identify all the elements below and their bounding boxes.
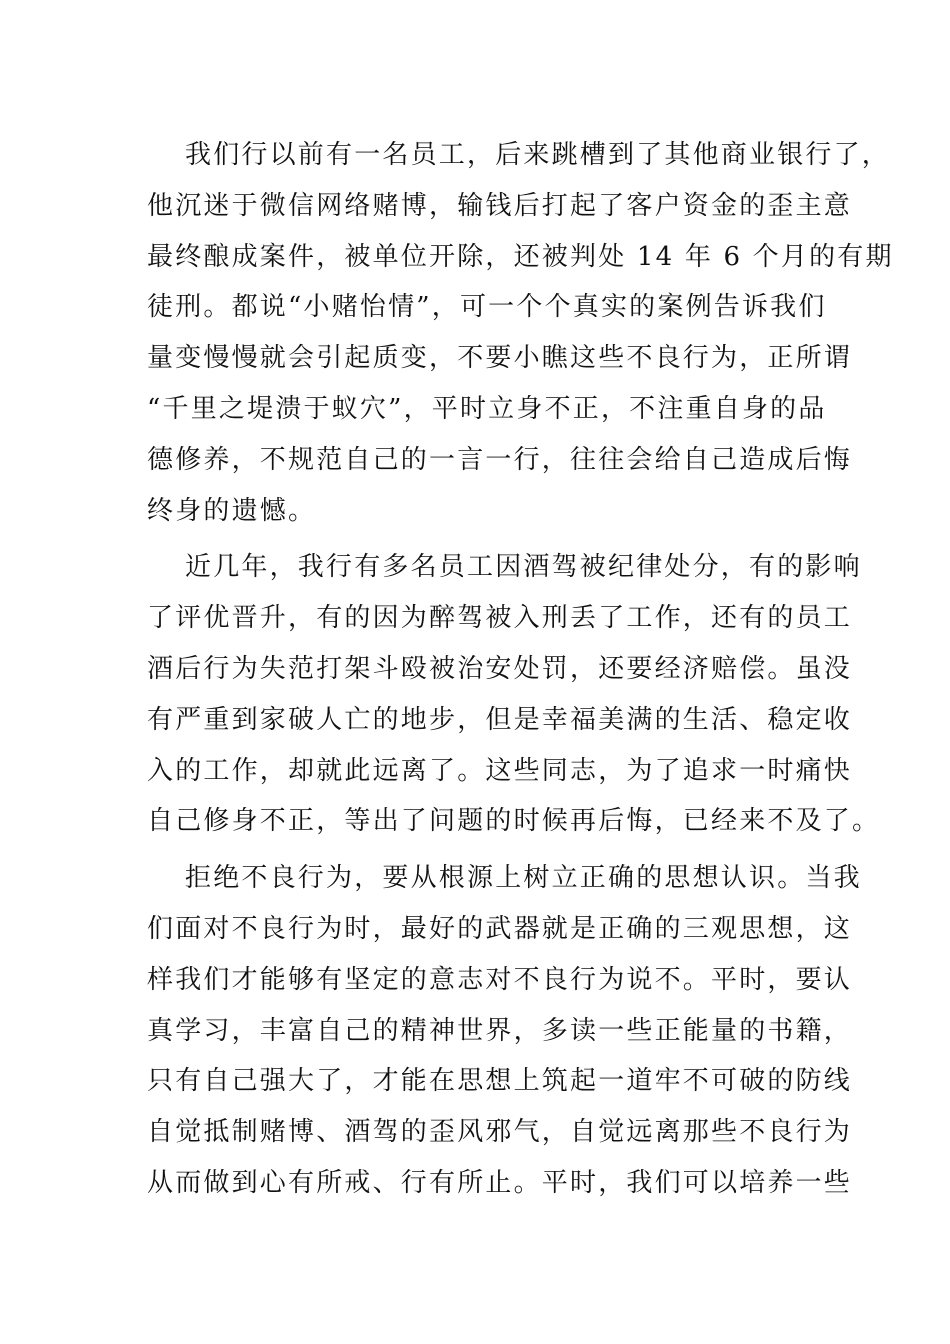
paragraph-line: 只有自己强大了，才能在思想上筑起一道牢不可破的防线 (147, 1066, 853, 1097)
paragraph-line: 终身的遗憾。 (147, 495, 317, 526)
body-text (147, 130, 894, 1209)
paragraph-line: “千里之堤溃于蚁穴”，平时立身不正，不注重自身的品 (147, 393, 827, 424)
paragraph-line: 最终酿成案件，被单位开除，还被判处 14 年 6 个月的有期 (147, 241, 894, 272)
paragraph-3 (147, 853, 862, 1209)
paragraph-line: 真学习，丰富自己的精神世界，多读一些正能量的书籍， (147, 1015, 853, 1046)
paragraph-line: 德修养，不规范自己的一言一行，往往会给自己造成后悔 (147, 444, 853, 475)
paragraph-line: 自己修身不正，等出了问题的时候再后悔，已经来不及了。 (147, 806, 881, 837)
paragraph-line: 他沉迷于微信网络赌博，输钱后打起了客户资金的歪主意 (147, 190, 853, 221)
paragraph-line: 酒后行为失范打架斗殴被治安处罚，还要经济赔偿。虽没 (147, 653, 853, 684)
paragraph-line: 我们行以前有一名员工，后来跳槽到了其他商业银行了， (185, 140, 891, 170)
paragraph-line: 们面对不良行为时，最好的武器就是正确的三观思想，这 (147, 913, 853, 944)
paragraph-line: 近几年，我行有多名员工因酒驾被纪律处分，有的影响 (185, 552, 862, 583)
paragraph-line: 量变慢慢就会引起质变，不要小瞧这些不良行为，正所谓 (147, 343, 853, 374)
paragraph-line: 样我们才能够有坚定的意志对不良行为说不。平时，要认 (147, 964, 853, 995)
paragraph-line: 入的工作，却就此远离了。这些同志，为了追求一时痛快 (147, 755, 853, 786)
paragraph-line: 拒绝不良行为，要从根源上树立正确的思想认识。当我 (185, 863, 862, 894)
paragraph-line: 了评优晋升，有的因为醉驾被入刑丢了工作，还有的员工 (147, 603, 853, 634)
paragraph-1 (147, 130, 894, 536)
paragraph-line: 徒刑。都说“小赌怡情”，可一个个真实的案例告诉我们 (147, 292, 827, 323)
paragraph-2 (147, 542, 881, 847)
paragraph-line: 自觉抵制赌博、酒驾的歪风邪气，自觉远离那些不良行为 (147, 1117, 853, 1148)
paragraph-line: 有严重到家破人亡的地步，但是幸福美满的生活、稳定收 (147, 704, 853, 735)
paragraph-line: 从而做到心有所戒、行有所止。平时，我们可以培养一些 (147, 1167, 853, 1198)
